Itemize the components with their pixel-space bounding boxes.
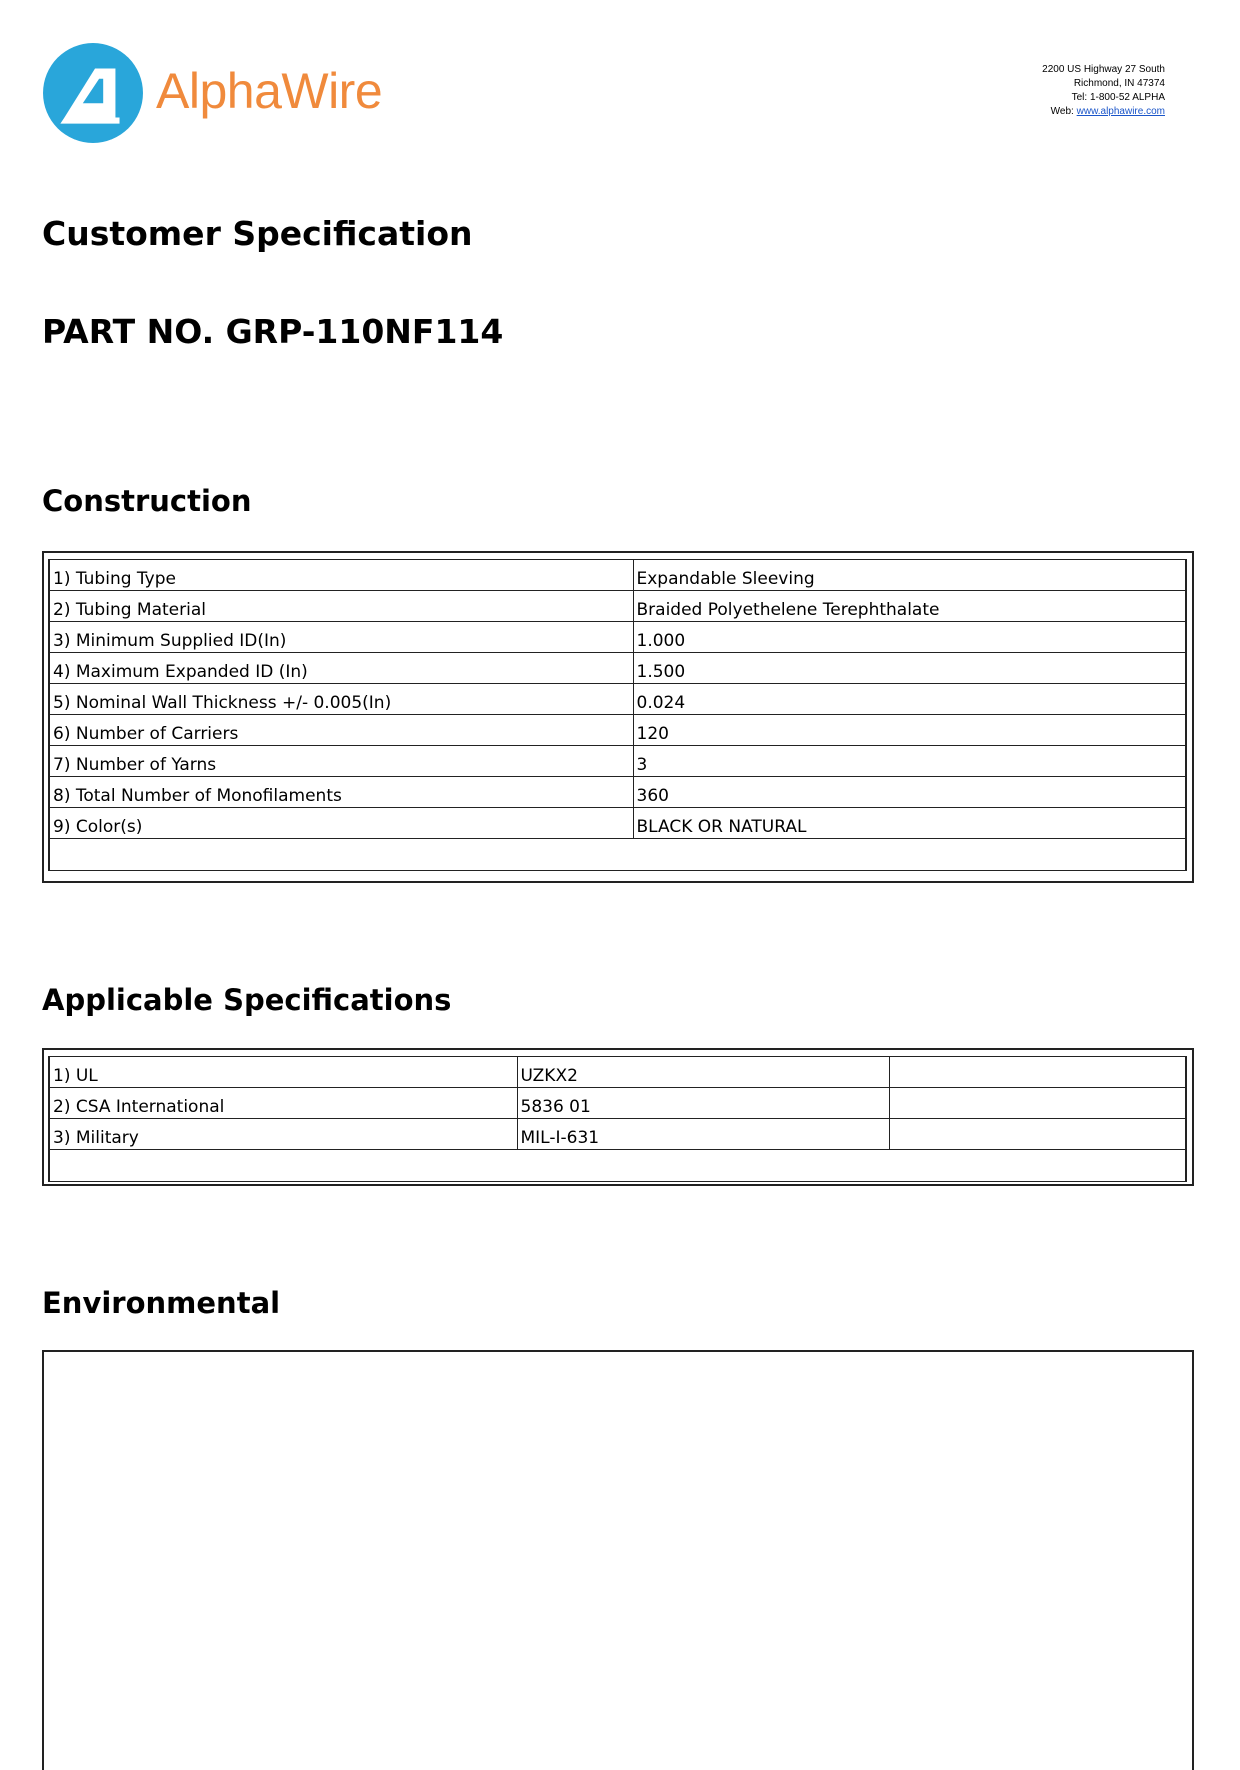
table-row <box>49 1119 1186 1150</box>
row-label: 5) Nominal Wall Thickness +/- 0.005(In) <box>49 684 633 715</box>
spec-extra <box>889 1119 1186 1150</box>
row-label: 1) Tubing Type <box>49 560 633 591</box>
row-value: BLACK OR NATURAL <box>633 808 1186 839</box>
alphawire-logo-mark-icon <box>42 42 144 144</box>
construction-table <box>48 559 1187 871</box>
applicable-table-frame <box>42 1048 1194 1186</box>
row-value: Braided Polyethelene Terephthalate <box>633 591 1186 622</box>
table-spacer-row <box>49 839 1186 871</box>
construction-table-frame <box>42 551 1194 883</box>
spec-extra <box>889 1057 1186 1088</box>
row-label: 6) Number of Carriers <box>49 715 633 746</box>
row-value: 120 <box>633 715 1186 746</box>
address-line: 2200 US Highway 27 South <box>1042 64 1165 75</box>
web-line <box>905 105 1165 119</box>
environmental-heading: Environmental <box>42 1286 281 1320</box>
spec-label: 2) CSA International <box>49 1088 517 1119</box>
brand-name: AlphaWire <box>156 63 383 119</box>
row-value: 0.024 <box>633 684 1186 715</box>
web-label: Web: <box>1050 106 1074 117</box>
environmental-table-frame <box>42 1350 1194 1770</box>
row-value: Expandable Sleeving <box>633 560 1186 591</box>
table-spacer-row <box>49 1150 1186 1182</box>
table-row <box>49 622 1186 653</box>
row-value: 1.500 <box>633 653 1186 684</box>
construction-heading: Construction <box>42 484 252 518</box>
alphawire-logo <box>42 42 422 148</box>
spec-label: 3) Military <box>49 1119 517 1150</box>
row-value: 1.000 <box>633 622 1186 653</box>
applicable-specifications-heading: Applicable Specifications <box>42 983 452 1017</box>
table-row <box>49 591 1186 622</box>
website-link[interactable]: www.alphawire.com <box>1076 106 1165 117</box>
table-row <box>49 1088 1186 1119</box>
spec-label: 1) UL <box>49 1057 517 1088</box>
spec-value: UZKX2 <box>517 1057 889 1088</box>
row-value: 3 <box>633 746 1186 777</box>
table-row <box>49 808 1186 839</box>
part-number: PART NO. GRP-110NF114 <box>42 312 504 351</box>
row-label: 4) Maximum Expanded ID (In) <box>49 653 633 684</box>
table-row <box>49 684 1186 715</box>
table-row <box>49 560 1186 591</box>
empty-cell <box>49 1150 1186 1182</box>
row-label: 7) Number of Yarns <box>49 746 633 777</box>
spec-value: MIL-I-631 <box>517 1119 889 1150</box>
spec-extra <box>889 1088 1186 1119</box>
empty-cell <box>49 839 1186 871</box>
table-row <box>49 746 1186 777</box>
row-label: 2) Tubing Material <box>49 591 633 622</box>
page-title: Customer Specification <box>42 214 473 253</box>
table-row <box>49 653 1186 684</box>
company-address <box>905 63 1165 119</box>
table-row <box>49 777 1186 808</box>
applicable-specifications-table <box>48 1056 1187 1182</box>
row-label: 3) Minimum Supplied ID(In) <box>49 622 633 653</box>
table-row <box>49 1057 1186 1088</box>
spec-value: 5836 01 <box>517 1088 889 1119</box>
phone-line: Tel: 1-800-52 ALPHA <box>1071 92 1165 103</box>
row-label: 8) Total Number of Monofilaments <box>49 777 633 808</box>
row-label: 9) Color(s) <box>49 808 633 839</box>
row-value: 360 <box>633 777 1186 808</box>
table-row <box>49 715 1186 746</box>
address-line: Richmond, IN 47374 <box>1073 78 1165 89</box>
